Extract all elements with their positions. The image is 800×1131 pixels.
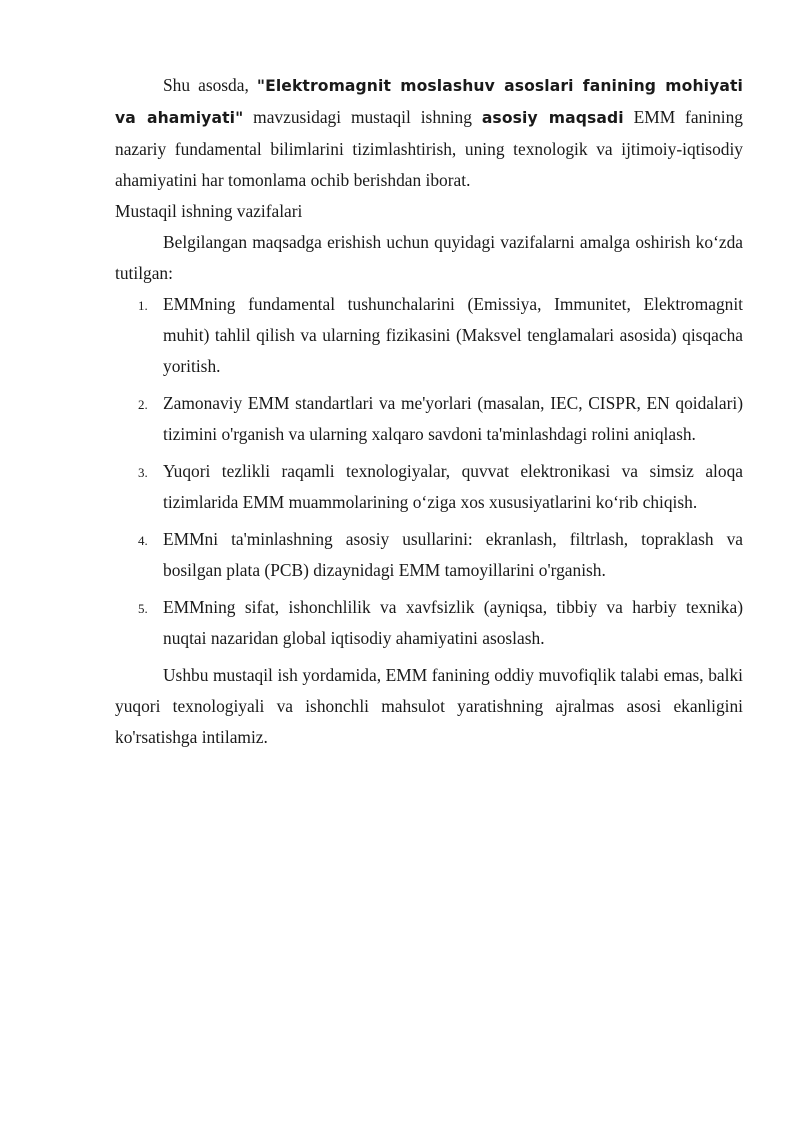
task-item xyxy=(115,388,743,450)
task-text: EMMning sifat, ishonchlilik va xavfsizlik (ayniqsa, tibbiy va harbiy texnika) nuqtai nazaridan global iqtisodiy ahamiyatini asoslash. xyxy=(163,597,743,648)
task-number: 1. xyxy=(138,298,148,313)
task-text: Yuqori tezlikli raqamli texnologiyalar, quvvat elektronikasi va simsiz aloqa tizimlarida EMM muammolarining o‘ziga xos xususiyatlarini ko‘rib chiqish. xyxy=(163,461,743,512)
document-page xyxy=(115,70,743,753)
task-item xyxy=(115,456,743,518)
task-item xyxy=(115,289,743,382)
intro-suffix: EMM fanining nazariy fundamental bilimlarini tizimlashtirish, uning texnologik va ijtimoiy-iqtisodiy ahamiyatini har tomonlama ochib berishdan iborat. xyxy=(115,107,743,190)
tasks-intro-paragraph: Belgilangan maqsadga erishish uchun quyidagi vazifalarni amalga oshirish ko‘zda tutilgan: xyxy=(115,232,743,283)
task-number: 4. xyxy=(138,533,148,548)
goal-label: asosiy maqsadi xyxy=(481,109,624,127)
intro-middle: mavzusidagi mustaqil ishning xyxy=(243,107,482,127)
task-number: 5. xyxy=(138,601,148,616)
task-number: 3. xyxy=(138,465,148,480)
task-text: EMMni ta'minlashning asosiy usullarini: ekranlash, filtrlash, topraklash va bosilgan plata (PCB) dizaynidagi EMM tamoyillarini o'rganish. xyxy=(163,529,743,580)
tasks-list xyxy=(115,289,743,654)
task-text: Zamonaviy EMM standartlari va me'yorlari (masalan, IEC, CISPR, EN qoidalari) tizimini o'rganish va ularning xalqaro savdoni ta'minlashdagi rolini aniqlash. xyxy=(163,393,743,444)
task-item xyxy=(115,592,743,654)
task-text: EMMning fundamental tushunchalarini (Emissiya, Immunitet, Elektromagnit muhit) tahlil qilish va ularning fizikasini (Maksvel tenglamalari asosida) qisqacha yoritish. xyxy=(163,294,743,376)
tasks-heading: Mustaqil ishning vazifalari xyxy=(115,201,303,221)
task-number: 2. xyxy=(138,397,148,412)
intro-prefix: Shu asosda, xyxy=(163,75,257,95)
conclusion-paragraph: Ushbu mustaqil ish yordamida, EMM fanining oddiy muvofiqlik talabi emas, balki yuqori texnologiyali va ishonchli mahsulot yaratishning ajralmas asosi ekanligini ko'rsatishga intilamiz. xyxy=(115,665,743,747)
task-item xyxy=(115,524,743,586)
intro-paragraph xyxy=(115,70,743,196)
topic-title: "Elektromagnit moslashuv asoslari fanining mohiyati va ahamiyati" xyxy=(115,77,743,127)
